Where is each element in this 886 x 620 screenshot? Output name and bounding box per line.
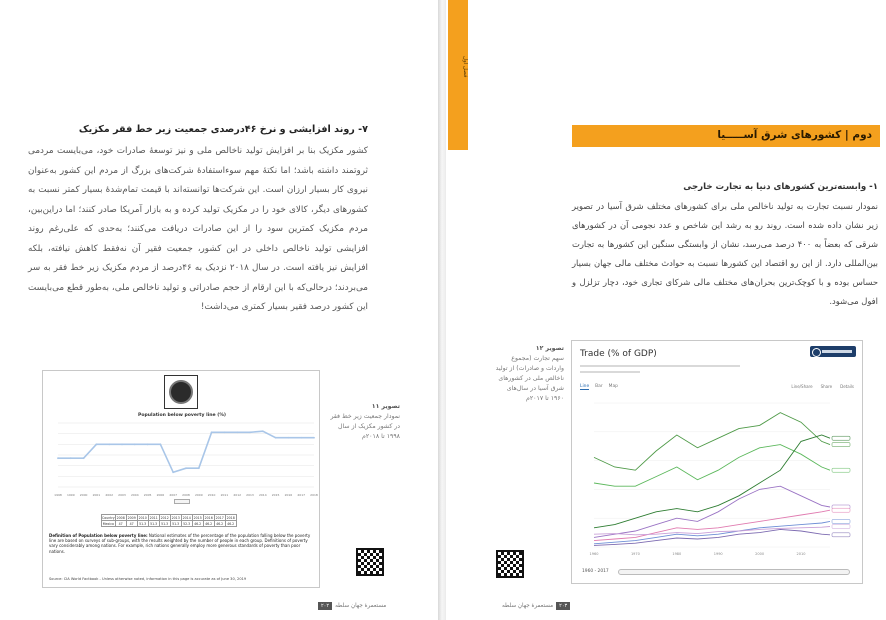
data-point — [57, 457, 59, 459]
x-tick-label: 2002 — [105, 493, 114, 497]
table-header-cell: 2013 — [171, 515, 180, 520]
chapter-title-bar — [572, 125, 880, 147]
trade-series-line — [594, 486, 830, 537]
table-cell: 47 — [126, 521, 137, 527]
table-cell: 47 — [115, 521, 126, 527]
trade-series-line — [594, 413, 830, 471]
tab-bar[interactable]: Bar — [595, 384, 603, 389]
side-tab-label: فصل اول — [462, 56, 468, 78]
poverty-chart-title: Population below poverty line (%) — [137, 413, 227, 418]
qr-code — [496, 550, 524, 578]
data-point — [211, 431, 213, 433]
table-cell: 46.2 — [205, 521, 213, 526]
section-heading: ۷- روند افزایشی و نرخ ۴۶درصدی جمعیت زیر خط فقر مکزیک — [78, 124, 368, 135]
tab-map[interactable]: Map — [608, 384, 618, 389]
section-heading: ۱- وابسته‌ترین کشورهای دنیا به تجارت خارجی — [683, 182, 878, 192]
body-text: کشور مکزیک بنا بر افزایش تولید ناخالص ملی و نیز توسعهٔ صادرات خود، می‌بایست مردمی ثروتمند داشته باشد؛ اما نکتهٔ مهم سوءاستفادهٔ شرکت‌های بزرگ از مردم این کشور به‌عنوان نیروی کار بسیار ارزان است. این شرکت‌ها توانسته‌اند با قیمت تمام‌شدهٔ بسیار کمتر نسبت به کشورهای دیگر، کالای خود را در مکزیک تولید کرده و به بازار آمریکا صادر کنند؛ اما دراین‌بین، مردم مکزیک کمترین سود را از این صادرات دریافت می‌کنند؛ به‌حدی که علی‌رغم روند افزایشی تولید ناخالص داخلی در این کشور، جمعیت فقیر آن نه‌فقط کاهش نیافته، بلکه افزایش نیز یافته است. در سال ۲۰۱۸ نزدیک به ۴۶درصد از مردم مکزیک زیر خط فقر به سر می‌بردند؛ درحالی‌که با این ارقام از حجم صادراتی و تولید ناخالص ملی، به‌طور قطع می‌بایست این کشور درصد فقیر بسیار کمتری می‌داشت! — [28, 146, 368, 312]
table-header-cell: 2011 — [149, 515, 158, 520]
x-tick-label: 2003 — [118, 493, 126, 497]
x-tick-label: 2001 — [92, 493, 101, 497]
series-end-tag — [832, 436, 850, 440]
definition-text — [49, 533, 315, 554]
table-header-cell: 2016 — [204, 515, 213, 520]
table-header-cell: 2017 — [215, 515, 224, 520]
body-text: نمودار نسبت تجارت به تولید ناخالص ملی برای کشورهای مختلف شرق آسیا در تصویر زیر نشان داده شده است. روند رو به رشد این شاخص و عدد نجومی آن در کشورهای شرقی که بعضاً به ۴۰۰ درصد می‌رسد، نشان از وابستگی سنگین این کشورها به تجارت بین‌المللی دارد. از این رو اقتصاد این کشورها نسبت به حوادث مختلف مالی جهان بسیار حساس بوده و با کوچک‌ترین بحران‌های مختلف مالی شرکای تجاری خود، دچار تزلزل و افول می‌شود. — [572, 201, 878, 306]
x-tick-label: 2000 — [79, 493, 88, 497]
data-point — [121, 443, 123, 445]
table-header-cell: 2014 — [182, 515, 191, 520]
x-tick-label: 2000 — [755, 552, 765, 556]
x-tick-label: 1990 — [713, 552, 723, 556]
tool-line-share[interactable]: Line/Share — [791, 384, 813, 389]
x-tick-label: 2015 — [271, 493, 280, 497]
x-tick-label: 2018 — [310, 493, 318, 497]
data-point — [160, 443, 162, 445]
x-tick-label: 2008 — [182, 493, 190, 497]
page-footer — [502, 602, 570, 610]
tool-details[interactable]: Details — [840, 384, 854, 389]
year-range-slider[interactable] — [618, 569, 850, 575]
x-tick-label: 2012 — [233, 493, 242, 497]
x-tick-label: 2010 — [796, 552, 806, 556]
table-cell: 51.3 — [150, 521, 158, 526]
qr-code — [356, 548, 384, 576]
data-point — [313, 437, 315, 439]
table-header-cell: 2008 — [116, 515, 125, 520]
left-page — [0, 0, 440, 620]
table-header-cell: 2015 — [193, 515, 202, 520]
data-point — [198, 467, 200, 469]
caption-title: تصویر ۱۱ — [371, 403, 400, 410]
data-point — [185, 467, 187, 469]
footer-book-title: مستعمرهٔ جهانِ سلطه — [502, 603, 554, 609]
x-tick-label: 2004 — [130, 493, 139, 497]
world-bank-logo — [810, 346, 856, 357]
trade-figure — [571, 340, 863, 584]
x-tick-label: 1980 — [672, 552, 682, 556]
figure-caption — [492, 344, 564, 404]
caption-text: سهم تجارت (مجموع واردات و صادرات) از تولید ناخالص ملی در کشورهای شرق آسیا در سال‌های ۱۹۶۰ تا ۲۰۱۷م — [495, 355, 564, 402]
x-tick-label: 1999 — [66, 493, 75, 497]
x-tick-label: 2009 — [194, 493, 203, 497]
data-point — [236, 431, 238, 433]
page-footer — [318, 602, 386, 610]
x-tick-label: 2006 — [156, 493, 165, 497]
table-header-cell: 2009 — [127, 515, 136, 520]
series-end-tag — [832, 508, 850, 512]
figure-caption — [330, 402, 400, 442]
x-tick-label: 2014 — [258, 493, 267, 497]
right-page — [446, 0, 886, 620]
license-placeholder — [580, 371, 640, 373]
trade-line-chart — [580, 397, 856, 557]
definition-body: National estimates of the percentage of the population falling below the poverty line are based on surveys of sub-groups, with the results weighted by the number of people in each group. Definitions of poverty vary considerably among nations. For example, rich nations generally employ more generous standards of poverty than poor nations. — [49, 533, 311, 554]
data-point — [288, 437, 290, 439]
caption-text: نمودار جمعیت زیر خط فقر در کشور مکزیک از سال ۱۹۹۸ تا ۲۰۱۸م — [330, 413, 400, 440]
chart-tools — [791, 384, 854, 389]
table-cell: 51.3 — [161, 521, 169, 526]
data-point — [134, 443, 136, 445]
data-point — [300, 437, 302, 439]
table-cell: 46.2 — [194, 521, 202, 526]
table-cell: 51.3 — [172, 521, 180, 526]
data-point — [147, 443, 149, 445]
x-tick-label: 2016 — [284, 493, 293, 497]
data-point — [249, 431, 251, 433]
x-tick-label: 2017 — [297, 493, 306, 497]
series-end-tag — [832, 533, 850, 537]
data-point — [275, 437, 277, 439]
x-tick-label: 2011 — [220, 493, 229, 497]
seal-emblem — [164, 375, 198, 409]
page-number: ۲۰۲ — [318, 602, 332, 610]
poverty-line-chart — [44, 419, 320, 499]
chapter-title: دوم | کشورهای شرق آســـــیا — [717, 129, 872, 141]
table-header-cell: 2012 — [160, 515, 169, 520]
x-tick-label: 1970 — [630, 552, 640, 556]
table-header-cell: 2018 — [226, 515, 235, 520]
chart-view-tabs — [580, 384, 618, 390]
data-point — [172, 471, 174, 473]
data-point — [96, 443, 98, 445]
subtitle-placeholder — [580, 365, 740, 367]
caption-title: تصویر ۱۲ — [535, 345, 564, 352]
x-tick-label: 2005 — [143, 493, 152, 497]
x-tick-label: 2010 — [207, 493, 216, 497]
series-end-tag — [832, 468, 850, 472]
page-number: ۲۰۳ — [556, 602, 570, 610]
data-point — [70, 457, 72, 459]
x-tick-label: 2013 — [246, 493, 254, 497]
trade-chart-title: Trade (% of GDP) — [580, 349, 657, 359]
tool-share[interactable]: Share — [820, 384, 833, 389]
chart-legend — [174, 499, 190, 504]
data-point — [108, 443, 110, 445]
data-point — [224, 431, 226, 433]
table-cell: 52.3 — [183, 521, 191, 526]
data-point — [83, 457, 85, 459]
series-end-tag — [832, 519, 850, 523]
poverty-figure — [42, 370, 320, 588]
table-cell: 46.2 — [216, 521, 224, 526]
footer-book-title: مستعمرهٔ جهانِ سلطه — [335, 603, 387, 609]
tab-line[interactable]: Line — [580, 384, 590, 389]
x-tick-label: 1998 — [54, 493, 62, 497]
year-range-label: 1960 - 2017 — [582, 569, 609, 574]
table-cell: Mexico — [102, 521, 114, 526]
data-point — [262, 430, 264, 432]
source-note: Source: CIA World Factbook - Unless otherwise noted, information in this page is accurate as of June 30, 2019 — [49, 577, 247, 581]
x-tick-label: 1960 — [589, 552, 599, 556]
series-end-tag — [832, 443, 850, 447]
trade-series-line — [594, 435, 830, 528]
table-header-cell: 2010 — [138, 515, 147, 520]
table-header-cell: Country — [102, 515, 115, 520]
x-tick-label: 2007 — [169, 493, 178, 497]
table-cell: 51.3 — [139, 521, 147, 526]
series-end-tag — [832, 525, 850, 529]
table-cell: 46.2 — [227, 521, 235, 526]
definition-label: Definition of Population below poverty line: — [49, 533, 148, 538]
poverty-data-table — [101, 514, 237, 527]
